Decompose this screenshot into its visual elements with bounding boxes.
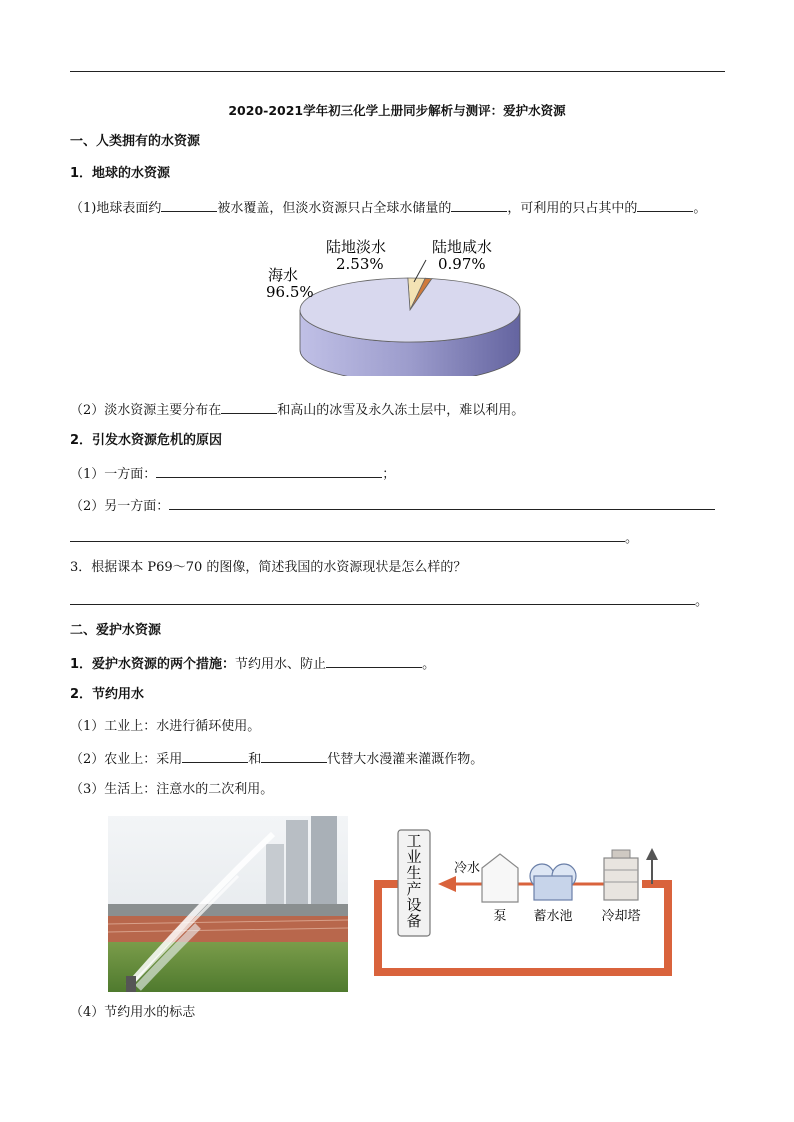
label-salt-name: 陆地咸水 (432, 238, 493, 256)
blank[interactable] (261, 749, 327, 763)
blank[interactable] (70, 528, 625, 542)
q-other-side-cont: 。 (70, 528, 638, 548)
arrow-icon (438, 876, 456, 892)
q-other-side: （2）另一方面： (70, 496, 715, 516)
q-china-water-answer: 。 (70, 591, 708, 611)
pump-label: 泵 (493, 909, 507, 924)
cooling-tower-label: 冷却塔 (601, 909, 641, 924)
page-title: 2020-2021学年初三化学上册同步解析与测评：爱护水资源 (228, 103, 566, 118)
equipment-label: 工业生产设备 (406, 832, 422, 930)
blank[interactable] (156, 464, 382, 478)
label-fresh-value: 2.53% (336, 255, 384, 273)
label-salt-value: 0.97% (438, 255, 486, 273)
blank[interactable] (182, 749, 248, 763)
blank[interactable] (221, 400, 277, 414)
sub-save-water-heading: 2．节约用水 (70, 687, 145, 702)
header-rule (70, 71, 725, 72)
pump-icon (482, 854, 518, 902)
item-industry: （1）工业上：水进行循环使用。 (70, 719, 261, 734)
item-daily-life: （3）生活上：注意水的二次利用。 (70, 782, 274, 797)
water-distribution-pie-chart (260, 226, 550, 376)
label-fresh-name: 陆地淡水 (326, 238, 387, 256)
label-seawater-value: 96.5% (266, 283, 314, 301)
sprinkler-irrigation-photo (108, 816, 348, 992)
item-water-saving-logo: （4）节约用水的标志 (70, 1005, 196, 1020)
arrow-up-icon (646, 848, 658, 860)
blank[interactable] (169, 496, 715, 510)
reservoir-icon (530, 864, 576, 900)
industrial-water-cycle-diagram (372, 822, 692, 994)
blank[interactable] (451, 198, 507, 212)
section2-heading: 二、爱护水资源 (70, 623, 162, 638)
blank[interactable] (70, 591, 695, 605)
section1-heading: 一、人类拥有的水资源 (70, 134, 201, 149)
blank[interactable] (161, 198, 217, 212)
cold-water-label: 冷水 (454, 861, 481, 876)
q-fresh-water: （2）淡水资源主要分布在 和高山的冰雪及永久冻土层中，难以利用。 (70, 400, 524, 420)
q-one-side: （1）一方面： ； (70, 464, 395, 484)
q-earth-water: （1)地球表面约 被水覆盖，但淡水资源只占全球水储量的 ，可利用的只占其中的 。 (70, 198, 706, 218)
q-china-water: 3．根据课本 P69～70 的图像，简述我国的水资源现状是怎么样的？ (70, 560, 467, 575)
sub1-heading: 1．地球的水资源 (70, 166, 171, 181)
q-two-measures: 1．爱护水资源的两个措施：节约用水、防止 。 (70, 654, 435, 674)
label-seawater-name: 海水 (268, 266, 299, 284)
cooling-tower-icon (604, 850, 638, 900)
item-agriculture: （2）农业上：采用 和 代替大水漫灌来灌溉作物。 (70, 749, 483, 769)
blank[interactable] (326, 654, 422, 668)
sub2-heading: 2．引发水资源危机的原因 (70, 433, 223, 448)
reservoir-label: 蓄水池 (533, 909, 573, 924)
blank[interactable] (637, 198, 693, 212)
